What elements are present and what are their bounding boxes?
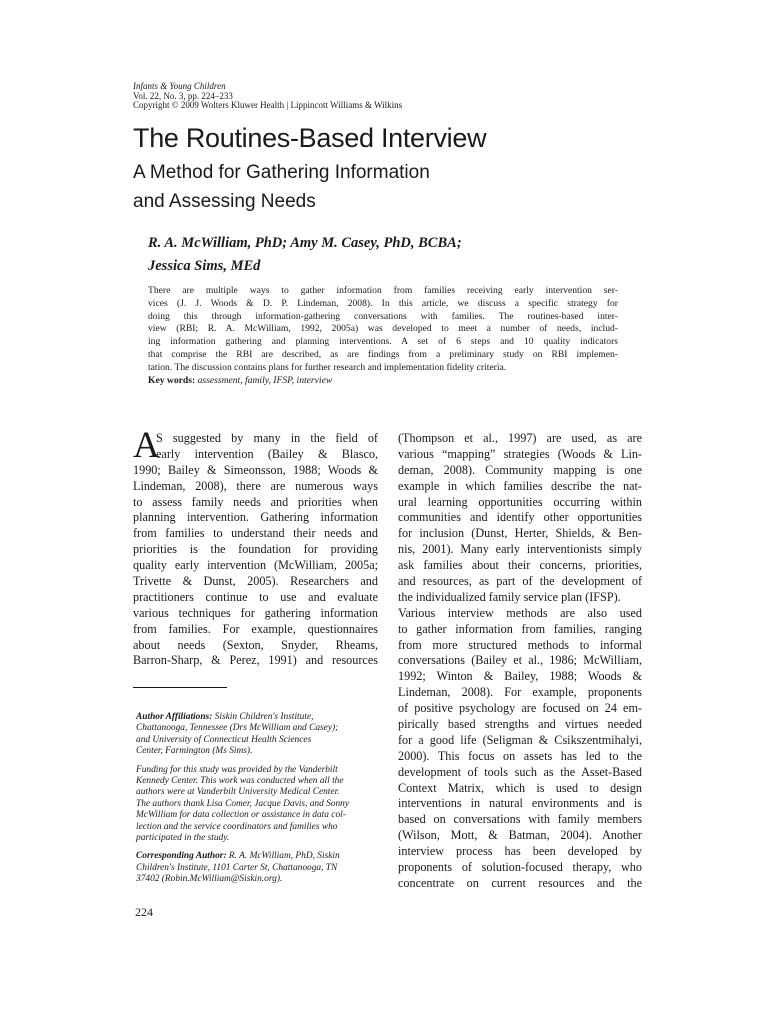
body-text-line: example in which families describe the nat- [398,478,642,493]
abstract-line: There are multiple ways to gather information from families receiving early intervention ser- [148,285,618,296]
article-subtitle [133,158,430,216]
body-text-line: various techniques for gathering information [133,605,378,620]
subtitle-line: A Method for Gathering Information [133,162,430,183]
journal-name: Infants & Young Children [133,81,226,91]
author-line: R. A. McWilliam, PhD; Amy M. Casey, PhD, BCBA; [148,235,462,251]
funding-line: Kennedy Center. This work was conducted when all the [136,776,344,787]
body-text-line: for a good life (Seligman & Csikszentmihalyi, [398,732,642,747]
body-text-line: and resources, as part of the development of [398,574,642,589]
keywords-terms: assessment, family, IFSP, interview [197,374,333,386]
body-text-line: from more structured methods to informal [398,637,642,652]
drop-cap: A [133,425,160,466]
body-text-line: nis, 2001). Many early interventionists simply [398,542,642,557]
corresponding-line: Children's Institute, 1101 Carter St, Chattanooga, TN [136,862,338,873]
funding-line: authors were at Vanderbilt University Medical Center. [136,787,340,798]
page-number: 224 [135,905,153,919]
corresponding-label: Corresponding Author: [136,851,227,862]
body-text-line: 2000). This focus on assets has led to the [398,748,642,763]
body-text-line: (Wilson, Mott, & Batman, 2004). Another [398,828,642,843]
body-text-line: Lindeman, 2008). For example, proponents [398,685,642,700]
funding-line: The authors thank Lisa Comer, Jacque Davis, and Sonny [136,798,350,809]
funding-line: Funding for this study was provided by the Vanderbilt [136,764,338,775]
body-text-line: planning intervention. Gathering information [133,510,378,525]
affiliations-line: and University of Connecticut Health Sciences [136,734,312,745]
affiliations-line-first [136,712,381,723]
body-text-line: Context Matrix, which is used to design [398,780,642,795]
funding-line: McWilliam for data collection or assistance in data col- [136,810,346,821]
journal-copyright: Copyright © 2009 Wolters Kluwer Health | Lippincott Williams & Wilkins [133,100,403,110]
abstract [148,285,618,387]
body-text-line: deman, 2008). Community mapping is one [398,462,642,477]
footnote-rule [133,687,227,688]
body-text-line: to gather information from families, ranging [398,621,642,636]
body-text-line: 1990; Bailey & Simeonsson, 1988; Woods & [133,462,378,477]
abstract-line: doing this through information-gathering conversations with families. The routines-based inter- [148,310,618,322]
body-text-line: 1992; Winton & Bailey, 1988; Woods & [398,669,642,684]
body-text-line: practitioners continue to use and evaluate [133,589,378,604]
body-text-line: ural learning opportunities occurring within [398,494,642,509]
body-text-line: various “mapping” strategies (Woods & Lin- [398,446,642,461]
funding-line: lection and the service coordinators and families who [136,821,338,832]
author-list [148,232,462,278]
body-column-right [398,431,642,892]
corresponding-line: 37402 (Robin.McWilliam@Siskin.org). [136,874,283,885]
body-text-line: interventions in natural environments and is [398,796,642,811]
body-text-line: conversations (Bailey et al., 1986; McWilliam, [398,653,642,668]
corresponding-note [136,851,381,885]
body-text-line: from families to understand their needs and [133,526,378,541]
body-text-line: interview process has been developed by [398,844,642,859]
affiliations-line: Center, Farmington (Ms Sims). [136,746,253,757]
funding-note [136,765,381,845]
keywords [148,375,618,388]
article-title: The Routines-Based Interview [133,123,487,153]
abstract-line: that comprise the RBI are described, as are findings from a preliminary study on RBI implemen- [148,348,618,360]
body-text-line: Trivette & Dunst, 2005). Researchers and [133,574,378,589]
body-text-line: about needs (Sexton, Snyder, Rheams, [133,637,378,652]
body-text-line: concentrate on current resources and the [398,875,642,890]
body-text-line: to assess family needs and priorities when [133,494,378,509]
keywords-label: Key words: [148,374,196,386]
affiliations-text: Siskin Children's Institute, [214,712,314,722]
body-text-line: (Thompson et al., 1997) are used, as are [398,431,642,445]
body-text-line: ask families about their concerns, priorities, [398,558,642,573]
abstract-line: vices (J. J. Woods & D. P. Lindeman, 2008). In this article, we discuss a specific strategy for [148,297,618,309]
corresponding-text: R. A. McWilliam, PhD, Siskin [228,851,340,862]
body-text-line: priorities is the foundation for providing [133,542,378,557]
affiliations-line: Chattanooga, Tennessee (Drs McWilliam and Casey); [136,723,339,734]
affiliations-label: Author Affiliations: [136,712,213,722]
subtitle-line: and Assessing Needs [133,191,316,212]
body-text-line: development of tools such as the Asset-Based [398,764,642,779]
body-text-line: proponents of solution-focused therapy, who [398,860,642,875]
body-text-line: Lindeman, 2008), there are numerous ways [133,478,378,493]
body-text-line: Various interview methods are also used [398,605,642,620]
body-text-line: from families. For example, questionnaires [133,621,378,636]
funding-line: participated in the study. [136,833,230,844]
author-line: Jessica Sims, MEd [148,258,261,274]
body-text-line: of positive psychology are focused on 24 em- [398,701,642,716]
corresponding-line-first [136,851,381,862]
body-text-line: the individualized family service plan (IFSP). [398,589,621,604]
body-text-line: for inclusion (Dunst, Herter, Shields, & Ben- [398,526,642,541]
journal-header [133,82,402,111]
body-text-line: based on conversations with family members [398,812,642,827]
abstract-line: tation. The discussion contains plans for further research and implementation fidelity criteria. [148,361,507,373]
affiliations-note [136,712,381,758]
body-text-line: Barron-Sharp, & Perez, 1991) and resources [133,653,378,668]
abstract-line: ing information gathering and planning interventions. A set of 6 steps and 10 quality indicators [148,336,618,348]
footnotes [136,712,381,893]
body-text-line: pirically based strengths and virtues needed [398,717,642,732]
body-text-line: communities and identify other opportunities [398,510,642,525]
abstract-line: view (RBI; R. A. McWilliam, 1992, 2005a) was developed to meet a number of needs, includ- [148,323,618,335]
body-text-line: early intervention (Bailey & Blasco, [156,446,378,461]
journal-volume: Vol. 22, No. 3, pp. 224–233 [133,90,233,101]
body-text-line: S suggested by many in the field of [156,431,378,445]
body-column-left [133,425,378,669]
body-text-line: quality early intervention (McWilliam, 2005a; [133,558,378,573]
